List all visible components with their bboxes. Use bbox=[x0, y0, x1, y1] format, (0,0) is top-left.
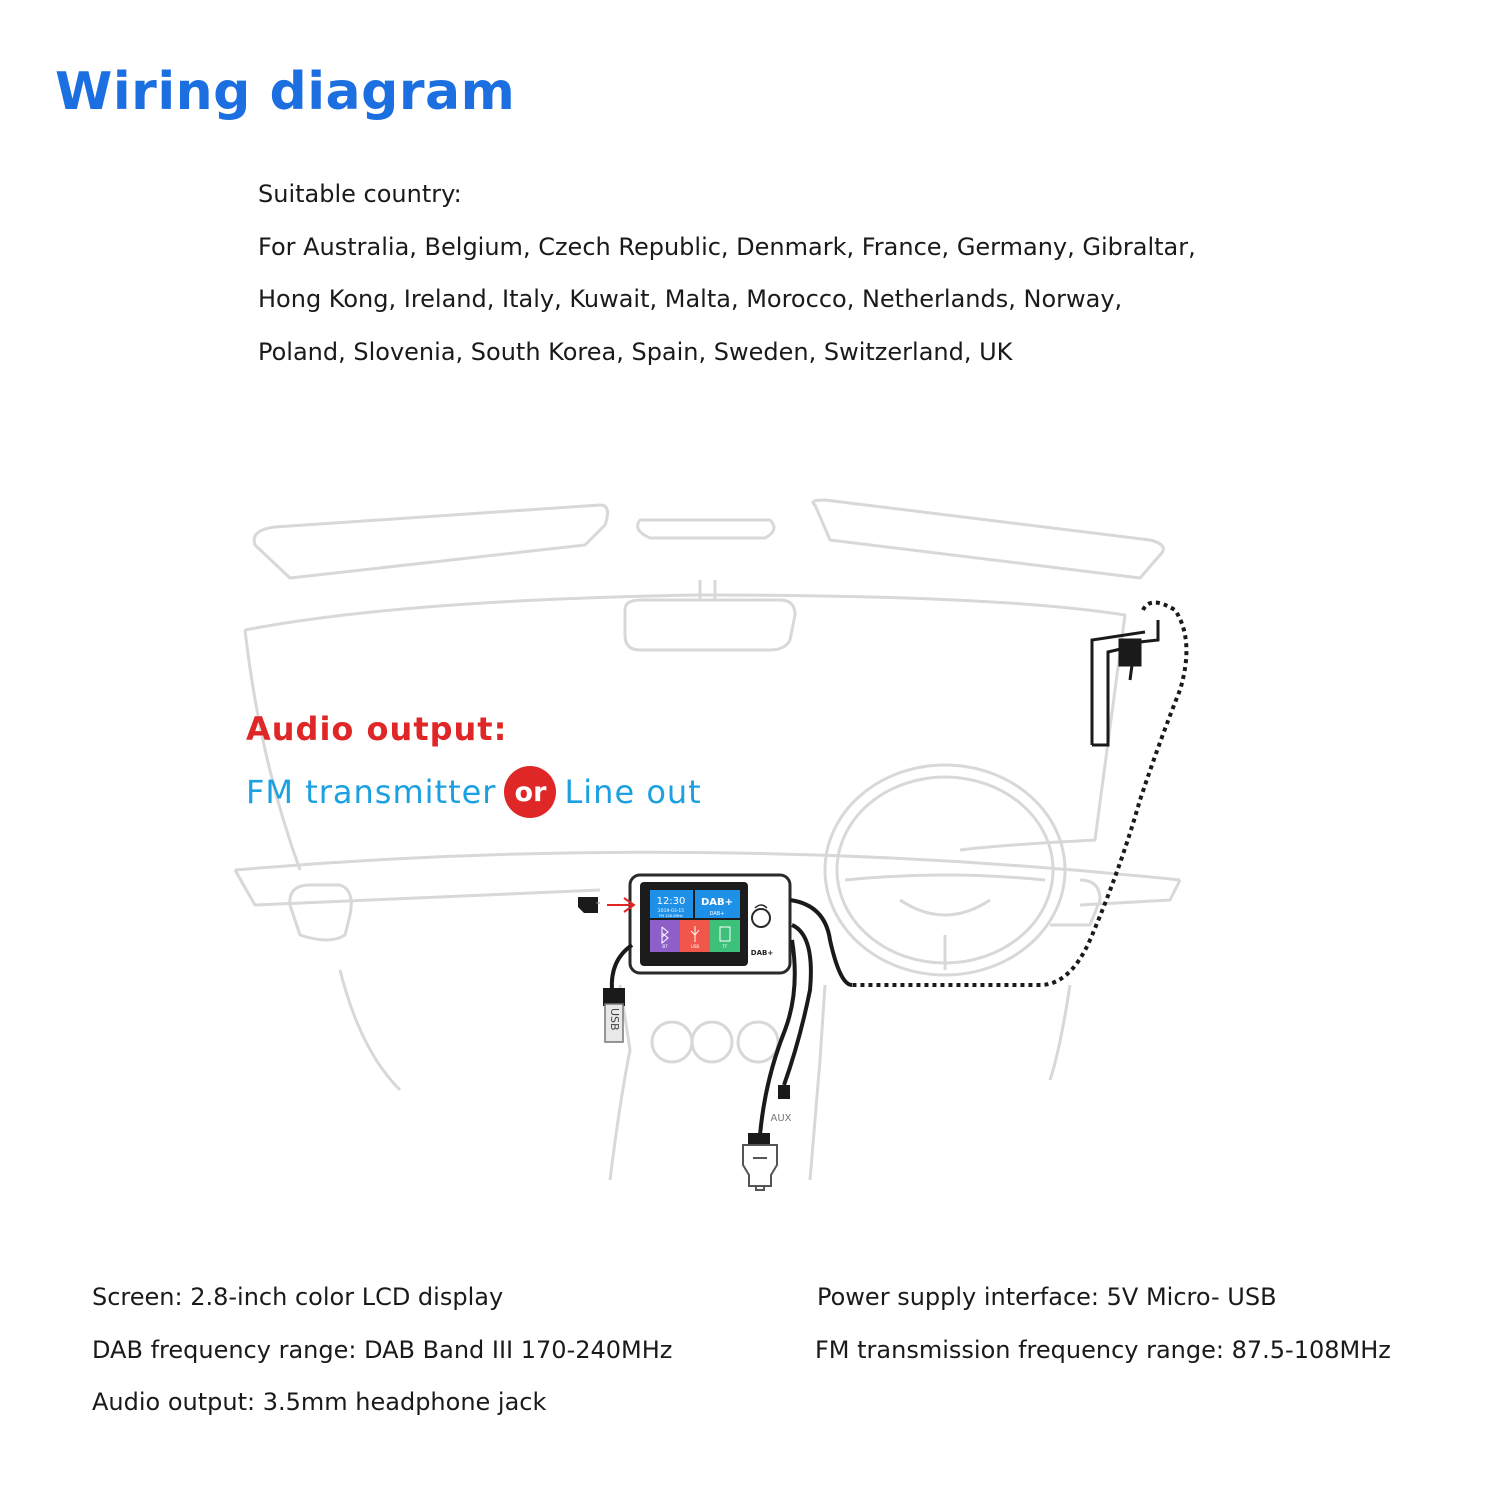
usb-plug bbox=[603, 988, 625, 1042]
device-time: 12:30 bbox=[656, 896, 686, 907]
bt-tile-label: BT bbox=[662, 944, 668, 949]
spec-power: Power supply interface: 5V Micro- USB bbox=[817, 1283, 1277, 1311]
tf-tile-label: TF bbox=[722, 944, 728, 949]
spec-dab-range: DAB frequency range: DAB Band III 170-240MHz bbox=[92, 1336, 673, 1364]
aux-connector-label: AUX bbox=[770, 1113, 792, 1124]
car-interior-outline bbox=[235, 500, 1180, 1180]
spec-screen: Screen: 2.8-inch color LCD display bbox=[92, 1283, 504, 1311]
countries-heading: Suitable country: bbox=[258, 180, 462, 208]
countries-line-1: For Australia, Belgium, Czech Republic, Denmark, France, Germany, Gibraltar, bbox=[258, 232, 1196, 261]
micro-sd-card-icon bbox=[578, 897, 600, 913]
or-badge: or bbox=[504, 766, 556, 818]
line-out-label: Line out bbox=[564, 773, 702, 811]
fm-transmitter-label: FM transmitter bbox=[246, 773, 497, 811]
countries-line-3: Poland, Slovenia, South Korea, Spain, Sweden, Switzerland, UK bbox=[258, 337, 1013, 366]
countries-line-2: Hong Kong, Ireland, Italy, Kuwait, Malta, Morocco, Netherlands, Norway, bbox=[258, 285, 1123, 313]
usb-tile-label: USB bbox=[690, 944, 700, 949]
car-power-plug bbox=[743, 1133, 777, 1190]
audio-output-label: Audio output: bbox=[246, 710, 508, 748]
page-title: Wiring diagram bbox=[55, 62, 516, 122]
device-date: 2019-03-15 bbox=[657, 909, 685, 914]
dab-tile-caption: DAB+ bbox=[709, 911, 725, 917]
volume-knob bbox=[752, 909, 770, 927]
audio-output-options bbox=[246, 766, 702, 818]
dab-tile-logo: DAB+ bbox=[700, 897, 734, 908]
device-freq: FM 108.0MHz bbox=[659, 914, 683, 918]
dab-receiver-device bbox=[630, 875, 790, 973]
usb-connector-label: USB bbox=[608, 1008, 621, 1031]
spec-audio-output: Audio output: 3.5mm headphone jack bbox=[92, 1388, 547, 1416]
device-brand: DAB+ bbox=[750, 949, 774, 957]
spec-fm-range: FM transmission frequency range: 87.5-108MHz bbox=[815, 1336, 1391, 1364]
aux-jack bbox=[770, 1085, 791, 1124]
antenna bbox=[1092, 620, 1158, 745]
